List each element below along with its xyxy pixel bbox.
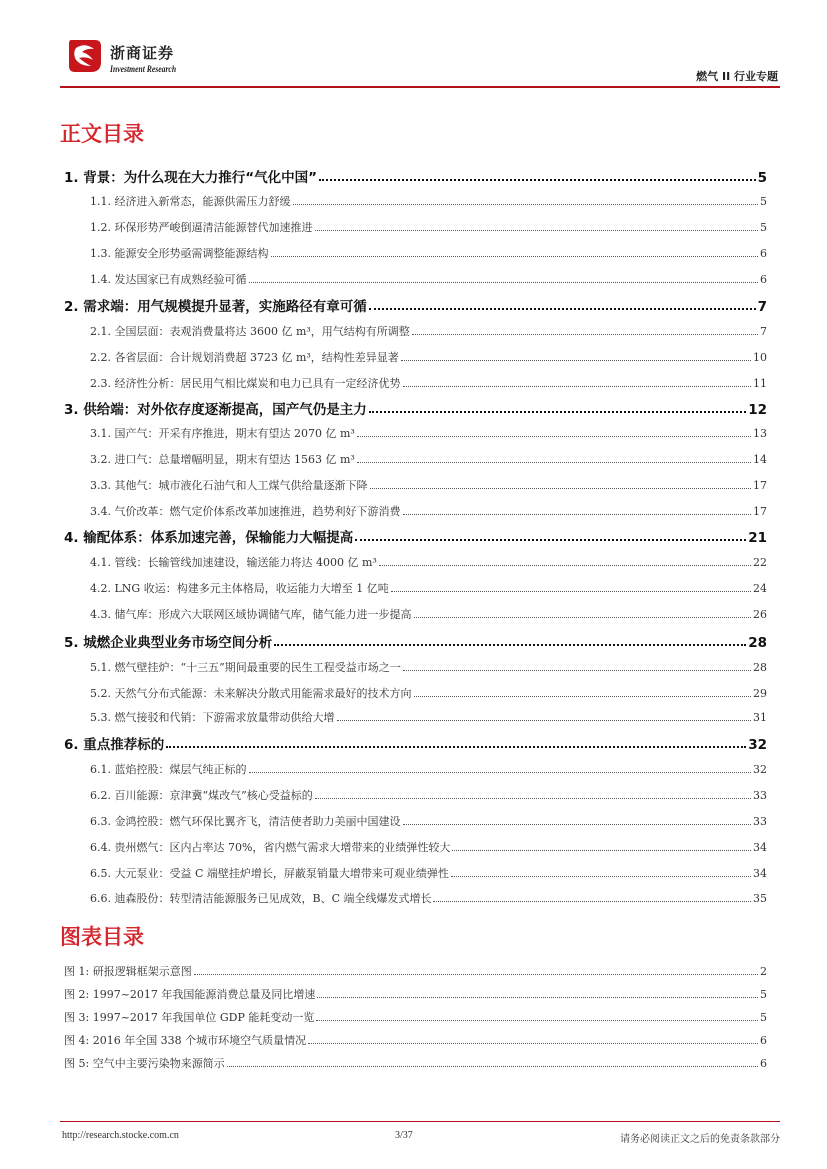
toc-section-entry[interactable]: [90, 425, 767, 441]
toc-entry-title: 3.2. 进口气：总量增幅明显，期末有望达 1563 亿 m³: [90, 453, 355, 466]
toc-entry-title: 2.3. 经济性分析：居民用气相比煤炭和电力已具有一定经济优势: [90, 377, 401, 390]
dot-leader: [355, 530, 746, 541]
toc-section-entry[interactable]: [90, 659, 767, 675]
toc-title: 正文目录: [60, 122, 144, 146]
page-number: 3/37: [395, 1130, 413, 1141]
dot-leader: [274, 635, 746, 646]
toc-entry-page: 34: [753, 867, 767, 880]
toc-section-entry[interactable]: [90, 245, 767, 261]
figure-entry-page: 2: [760, 965, 767, 978]
figure-entry-title: 图 2: 1997~2017 年我国能源消费总量及同比增速: [64, 988, 316, 1001]
figure-entry[interactable]: [64, 986, 767, 1002]
logo-english-name: Investment Research: [110, 64, 177, 74]
figure-entry-title: 图 4: 2016 年全国 338 个城市环境空气质量情况: [64, 1034, 307, 1047]
toc-entry-page: 26: [753, 608, 767, 621]
toc-entry-title: 2.1. 全国层面：表观消费量将达 3600 亿 m³，用气结构有所调整: [90, 325, 410, 338]
toc-entry-title: 1.4. 发达国家已有成熟经验可循: [90, 273, 247, 286]
figure-entry[interactable]: [64, 1055, 767, 1071]
toc-entry-title: 4.1. 管线：长输管线加速建设，输送能力将达 4000 亿 m³: [90, 556, 377, 569]
dot-leader: [249, 274, 759, 283]
dot-leader: [249, 764, 752, 773]
toc-entry-page: 7: [757, 299, 767, 315]
dot-leader: [357, 454, 751, 463]
toc-entry-page: 21: [748, 530, 767, 546]
figure-entry-title: 图 5: 空气中主要污染物来源简示: [64, 1057, 225, 1070]
toc-entry-page: 32: [748, 737, 767, 753]
toc-entry-title: 6. 重点推荐标的: [64, 737, 165, 753]
dot-leader: [315, 222, 759, 231]
toc-entry-title: 2.2. 各省层面：合计规划消费超 3723 亿 m³，结构性差异显著: [90, 351, 399, 364]
toc-entry-page: 34: [753, 841, 767, 854]
toc-section-entry[interactable]: [90, 787, 767, 803]
toc-section-entry[interactable]: [90, 451, 767, 467]
dot-leader: [308, 1035, 758, 1044]
dot-leader: [414, 688, 752, 697]
logo-chinese-name: 浙商证券: [110, 44, 175, 62]
toc-section-entry[interactable]: [90, 709, 767, 725]
toc-entry-title: 3.1. 国产气：开采有序推进，期末有望达 2070 亿 m³: [90, 427, 355, 440]
toc-entry-page: 17: [753, 479, 767, 492]
footer-divider: [60, 1121, 780, 1122]
dot-leader: [317, 989, 758, 998]
toc-entry-page: 35: [753, 892, 767, 905]
header-divider: [60, 86, 780, 88]
toc-chapter-entry[interactable]: [64, 166, 767, 186]
toc-section-entry[interactable]: [90, 813, 767, 829]
toc-entry-title: 3.4. 气价改革：燃气定价体系改革加速推进，趋势利好下游消费: [90, 505, 401, 518]
toc-entry-page: 28: [753, 661, 767, 674]
toc-section-entry[interactable]: [90, 323, 767, 339]
toc-entry-page: 14: [753, 453, 767, 466]
toc-entry-title: 1. 背景：为什么现在大力推行“气化中国”: [64, 170, 317, 186]
toc-entry-title: 6.3. 金鸿控股：燃气环保比翼齐飞，清洁使者助力美丽中国建设: [90, 815, 401, 828]
toc-entry-page: 33: [753, 789, 767, 802]
dot-leader: [370, 480, 752, 489]
figure-entry-title: 图 1: 研报逻辑框架示意图: [64, 965, 192, 978]
toc-entry-title: 5.1. 燃气壁挂炉：“十三五”期间最重要的民生工程受益市场之一: [90, 661, 401, 674]
toc-entry-title: 6.1. 蓝焰控股：煤层气纯正标的: [90, 763, 247, 776]
dot-leader: [412, 326, 758, 335]
dot-leader: [194, 966, 758, 975]
toc-section-entry[interactable]: [90, 865, 767, 881]
toc-entry-page: 29: [753, 687, 767, 700]
figure-entry[interactable]: [64, 1032, 767, 1048]
toc-chapter-entry[interactable]: [64, 295, 767, 315]
toc-section-entry[interactable]: [90, 477, 767, 493]
toc-entry-title: 3.3. 其他气：城市液化石油气和人工煤气供给量逐渐下降: [90, 479, 368, 492]
dot-leader: [391, 583, 751, 592]
toc-entry-title: 6.5. 大元泵业：受益 C 端壁挂炉增长，屏蔽泵销量大增带来可观业绩弹性: [90, 867, 449, 880]
dot-leader: [293, 196, 759, 205]
toc-entry-page: 12: [748, 402, 767, 418]
toc-entry-title: 1.2. 环保形势严峻倒逼清洁能源替代加速推进: [90, 221, 313, 234]
toc-entry-title: 5. 城燃企业典型业务市场空间分析: [64, 635, 273, 651]
toc-chapter-entry[interactable]: [64, 526, 767, 546]
figure-entry-title: 图 3: 1997~2017 年我国单位 GDP 能耗变动一览: [64, 1011, 315, 1024]
dot-leader: [316, 1012, 758, 1021]
dot-leader: [403, 378, 752, 387]
toc-entry-page: 22: [753, 556, 767, 569]
toc-entry-page: 11: [753, 377, 767, 390]
toc-entry-page: 28: [748, 635, 767, 651]
toc-section-entry[interactable]: [90, 580, 767, 596]
dot-leader: [166, 737, 746, 748]
footer-url[interactable]: http://research.stocke.com.cn: [62, 1130, 179, 1141]
dot-leader: [227, 1058, 758, 1067]
toc-section-entry[interactable]: [90, 193, 767, 209]
toc-entry-page: 31: [753, 711, 767, 724]
toc-entry-page: 10: [753, 351, 767, 364]
dot-leader: [369, 402, 746, 413]
figure-entry-page: 6: [760, 1057, 767, 1070]
toc-entry-title: 1.3. 能源安全形势亟需调整能源结构: [90, 247, 269, 260]
toc-entry-page: 5: [760, 195, 767, 208]
dot-leader: [319, 170, 756, 181]
toc-entry-page: 6: [760, 247, 767, 260]
company-logo-icon: [65, 36, 105, 76]
toc-section-entry[interactable]: [90, 890, 767, 906]
toc-entry-page: 7: [760, 325, 767, 338]
toc-entry-page: 17: [753, 505, 767, 518]
toc-section-entry[interactable]: [90, 349, 767, 365]
toc-entry-title: 6.4. 贵州燃气：区内占率达 70%，省内燃气需求大增带来的业绩弹性较大: [90, 841, 451, 854]
dot-leader: [451, 868, 751, 877]
dot-leader: [379, 557, 751, 566]
report-type: 燃气 II 行业专题: [696, 70, 778, 83]
toc-section-entry[interactable]: [90, 219, 767, 235]
toc-section-entry[interactable]: [90, 606, 767, 622]
toc-section-entry[interactable]: [90, 685, 767, 701]
toc-entry-page: 5: [757, 170, 767, 186]
toc-entry-title: 5.2. 天然气分布式能源：未来解决分散式用能需求最好的技术方向: [90, 687, 412, 700]
figure-entry[interactable]: [64, 1009, 767, 1025]
toc-section-entry[interactable]: [90, 271, 767, 287]
toc-section-entry[interactable]: [90, 761, 767, 777]
toc-section-entry[interactable]: [90, 503, 767, 519]
toc-entry-title: 6.2. 百川能源：京津冀“煤改气”核心受益标的: [90, 789, 313, 802]
dot-leader: [403, 816, 752, 825]
toc-entry-title: 1.1. 经济进入新常态，能源供需压力舒缓: [90, 195, 291, 208]
dot-leader: [315, 790, 751, 799]
figure-entry-page: 5: [760, 988, 767, 1001]
dot-leader: [403, 506, 752, 515]
toc-entry-title: 3. 供给端：对外依存度逐渐提高，国产气仍是主力: [64, 402, 367, 418]
dot-leader: [271, 248, 759, 257]
dot-leader: [414, 609, 752, 618]
toc-entry-title: 6.6. 迪森股份：转型清洁能源服务已见成效，B、C 端全线爆发式增长: [90, 892, 432, 905]
dot-leader: [433, 893, 751, 902]
dot-leader: [401, 352, 751, 361]
toc-entry-page: 32: [753, 763, 767, 776]
figure-entry-page: 6: [760, 1034, 767, 1047]
toc-chapter-entry[interactable]: [64, 733, 767, 753]
figure-entry[interactable]: [64, 963, 767, 979]
toc-entry-title: 4.2. LNG 收运：构建多元主体格局，收运能力大增至 1 亿吨: [90, 582, 389, 595]
toc-entry-page: 33: [753, 815, 767, 828]
figures-title: 图表目录: [60, 925, 144, 949]
toc-section-entry[interactable]: [90, 375, 767, 391]
toc-section-entry[interactable]: [90, 839, 767, 855]
dot-leader: [337, 712, 752, 721]
toc-entry-page: 24: [753, 582, 767, 595]
dot-leader: [369, 299, 756, 310]
toc-entry-page: 5: [760, 221, 767, 234]
page-header: [60, 30, 780, 90]
toc-entry-page: 13: [753, 427, 767, 440]
toc-chapter-entry[interactable]: [64, 631, 767, 651]
toc-chapter-entry[interactable]: [64, 398, 767, 418]
dot-leader: [357, 428, 751, 437]
figure-entry-page: 5: [760, 1011, 767, 1024]
toc-entry-title: 4.3. 储气库：形成六大联网区域协调储气库，储气能力进一步提高: [90, 608, 412, 621]
toc-section-entry[interactable]: [90, 554, 767, 570]
toc-entry-title: 5.3. 燃气接驳和代销：下游需求放量带动供给大增: [90, 711, 335, 724]
toc-entry-title: 2. 需求端：用气规模提升显著，实施路径有章可循: [64, 299, 367, 315]
dot-leader: [452, 842, 751, 851]
toc-entry-page: 6: [760, 273, 767, 286]
toc-entry-title: 4. 输配体系：体系加速完善，保输能力大幅提高: [64, 530, 354, 546]
footer-disclaimer: 请务必阅读正文之后的免责条款部分: [620, 1134, 780, 1145]
dot-leader: [403, 662, 751, 671]
